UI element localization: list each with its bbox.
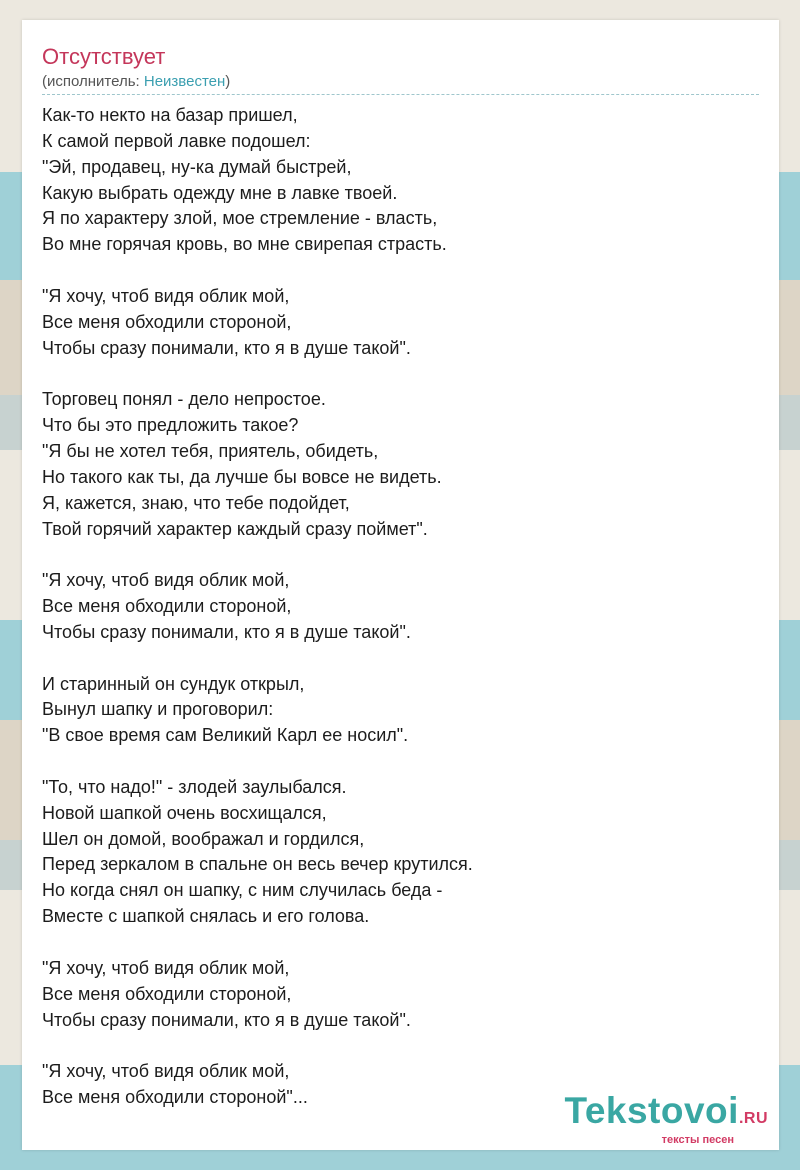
lyric-line: "В свое время сам Великий Карл ее носил". [42, 725, 409, 746]
lyric-line: Новой шапкой очень восхищался, [42, 802, 327, 823]
lyric-line: "Я хочу, чтоб видя облик мой, [42, 570, 290, 591]
song-title: Отсутствует [42, 44, 166, 69]
logo-tld: .RU [738, 1110, 768, 1127]
lyric-line: Торговец понял - дело непростое. [42, 389, 326, 410]
lyrics-text [42, 103, 759, 1111]
stanza-break [42, 930, 759, 956]
lyric-line: Все меня обходили стороной, [42, 311, 292, 332]
lyric-line: Чтобы сразу понимали, кто я в душе такой". [42, 1009, 411, 1030]
lyric-line: Вынул шапку и проговорил: [42, 699, 274, 720]
logo-wordmark [564, 1092, 768, 1138]
artist-suffix: ) [225, 73, 231, 90]
lyric-line: Все меня обходили стороной, [42, 983, 292, 1004]
lyric-line: Все меня обходили стороной, [42, 596, 292, 617]
lyric-line: Как-то некто на базар пришел, [42, 105, 298, 125]
lyrics-card [22, 20, 779, 1150]
lyric-line: "Я хочу, чтоб видя облик мой, [42, 285, 290, 306]
lyric-line: Во мне горячая кровь, во мне свирепая страсть. [42, 234, 447, 255]
lyric-line: "Я хочу, чтоб видя облик мой, [42, 957, 290, 978]
logo-tagline: тексты песен [661, 1134, 734, 1146]
lyric-line: Шел он домой, воображал и гордился, [42, 828, 365, 849]
lyric-line: Я, кажется, знаю, что тебе подойдет, [42, 492, 350, 513]
lyric-line: "То, что надо!" - злодей заулыбался. [42, 776, 347, 797]
site-logo[interactable] [564, 1092, 768, 1146]
lyric-line: И старинный он сундук открыл, [42, 673, 305, 694]
artist-link[interactable]: Неизвестен [143, 73, 226, 90]
lyric-line: Какую выбрать одежду мне в лавке твоей. [42, 182, 398, 203]
stanza-break [42, 1033, 759, 1059]
lyric-line: Чтобы сразу понимали, кто я в душе такой". [42, 337, 411, 358]
song-artist-line [42, 73, 230, 90]
lyric-line: Чтобы сразу понимали, кто я в душе такой". [42, 621, 411, 642]
lyric-line: "Я хочу, чтоб видя облик мой, [42, 1061, 290, 1082]
lyric-line: Но такого как ты, да лучше бы вовсе не видеть. [42, 466, 442, 487]
lyric-line: Но когда снял он шапку, с ним случилась беда - [42, 880, 443, 901]
stanza-break [42, 258, 759, 284]
stanza-break [42, 749, 759, 775]
stanza-break [42, 542, 759, 568]
lyric-line: К самой первой лавке подошел: [42, 130, 311, 151]
stanza-break [42, 646, 759, 672]
artist-prefix: (исполнитель: [42, 73, 144, 90]
lyric-line: Вместе с шапкой снялась и его голова. [42, 906, 370, 927]
lyric-line: Я по характеру злой, мое стремление - власть, [42, 208, 438, 229]
logo-name: Tekstovoi [564, 1090, 739, 1131]
title-divider [42, 94, 759, 95]
lyric-line: "Эй, продавец, ну-ка думай быстрей, [42, 156, 352, 177]
lyric-line: "Я бы не хотел тебя, приятель, обидеть, [42, 440, 379, 461]
lyric-line: Что бы это предложить такое? [42, 415, 299, 436]
lyric-line: Перед зеркалом в спальне он весь вечер крутился. [42, 854, 473, 875]
lyric-line: Все меня обходили стороной"... [42, 1087, 308, 1108]
lyric-line: Твой горячий характер каждый сразу поймет". [42, 518, 428, 539]
stanza-break [42, 361, 759, 387]
